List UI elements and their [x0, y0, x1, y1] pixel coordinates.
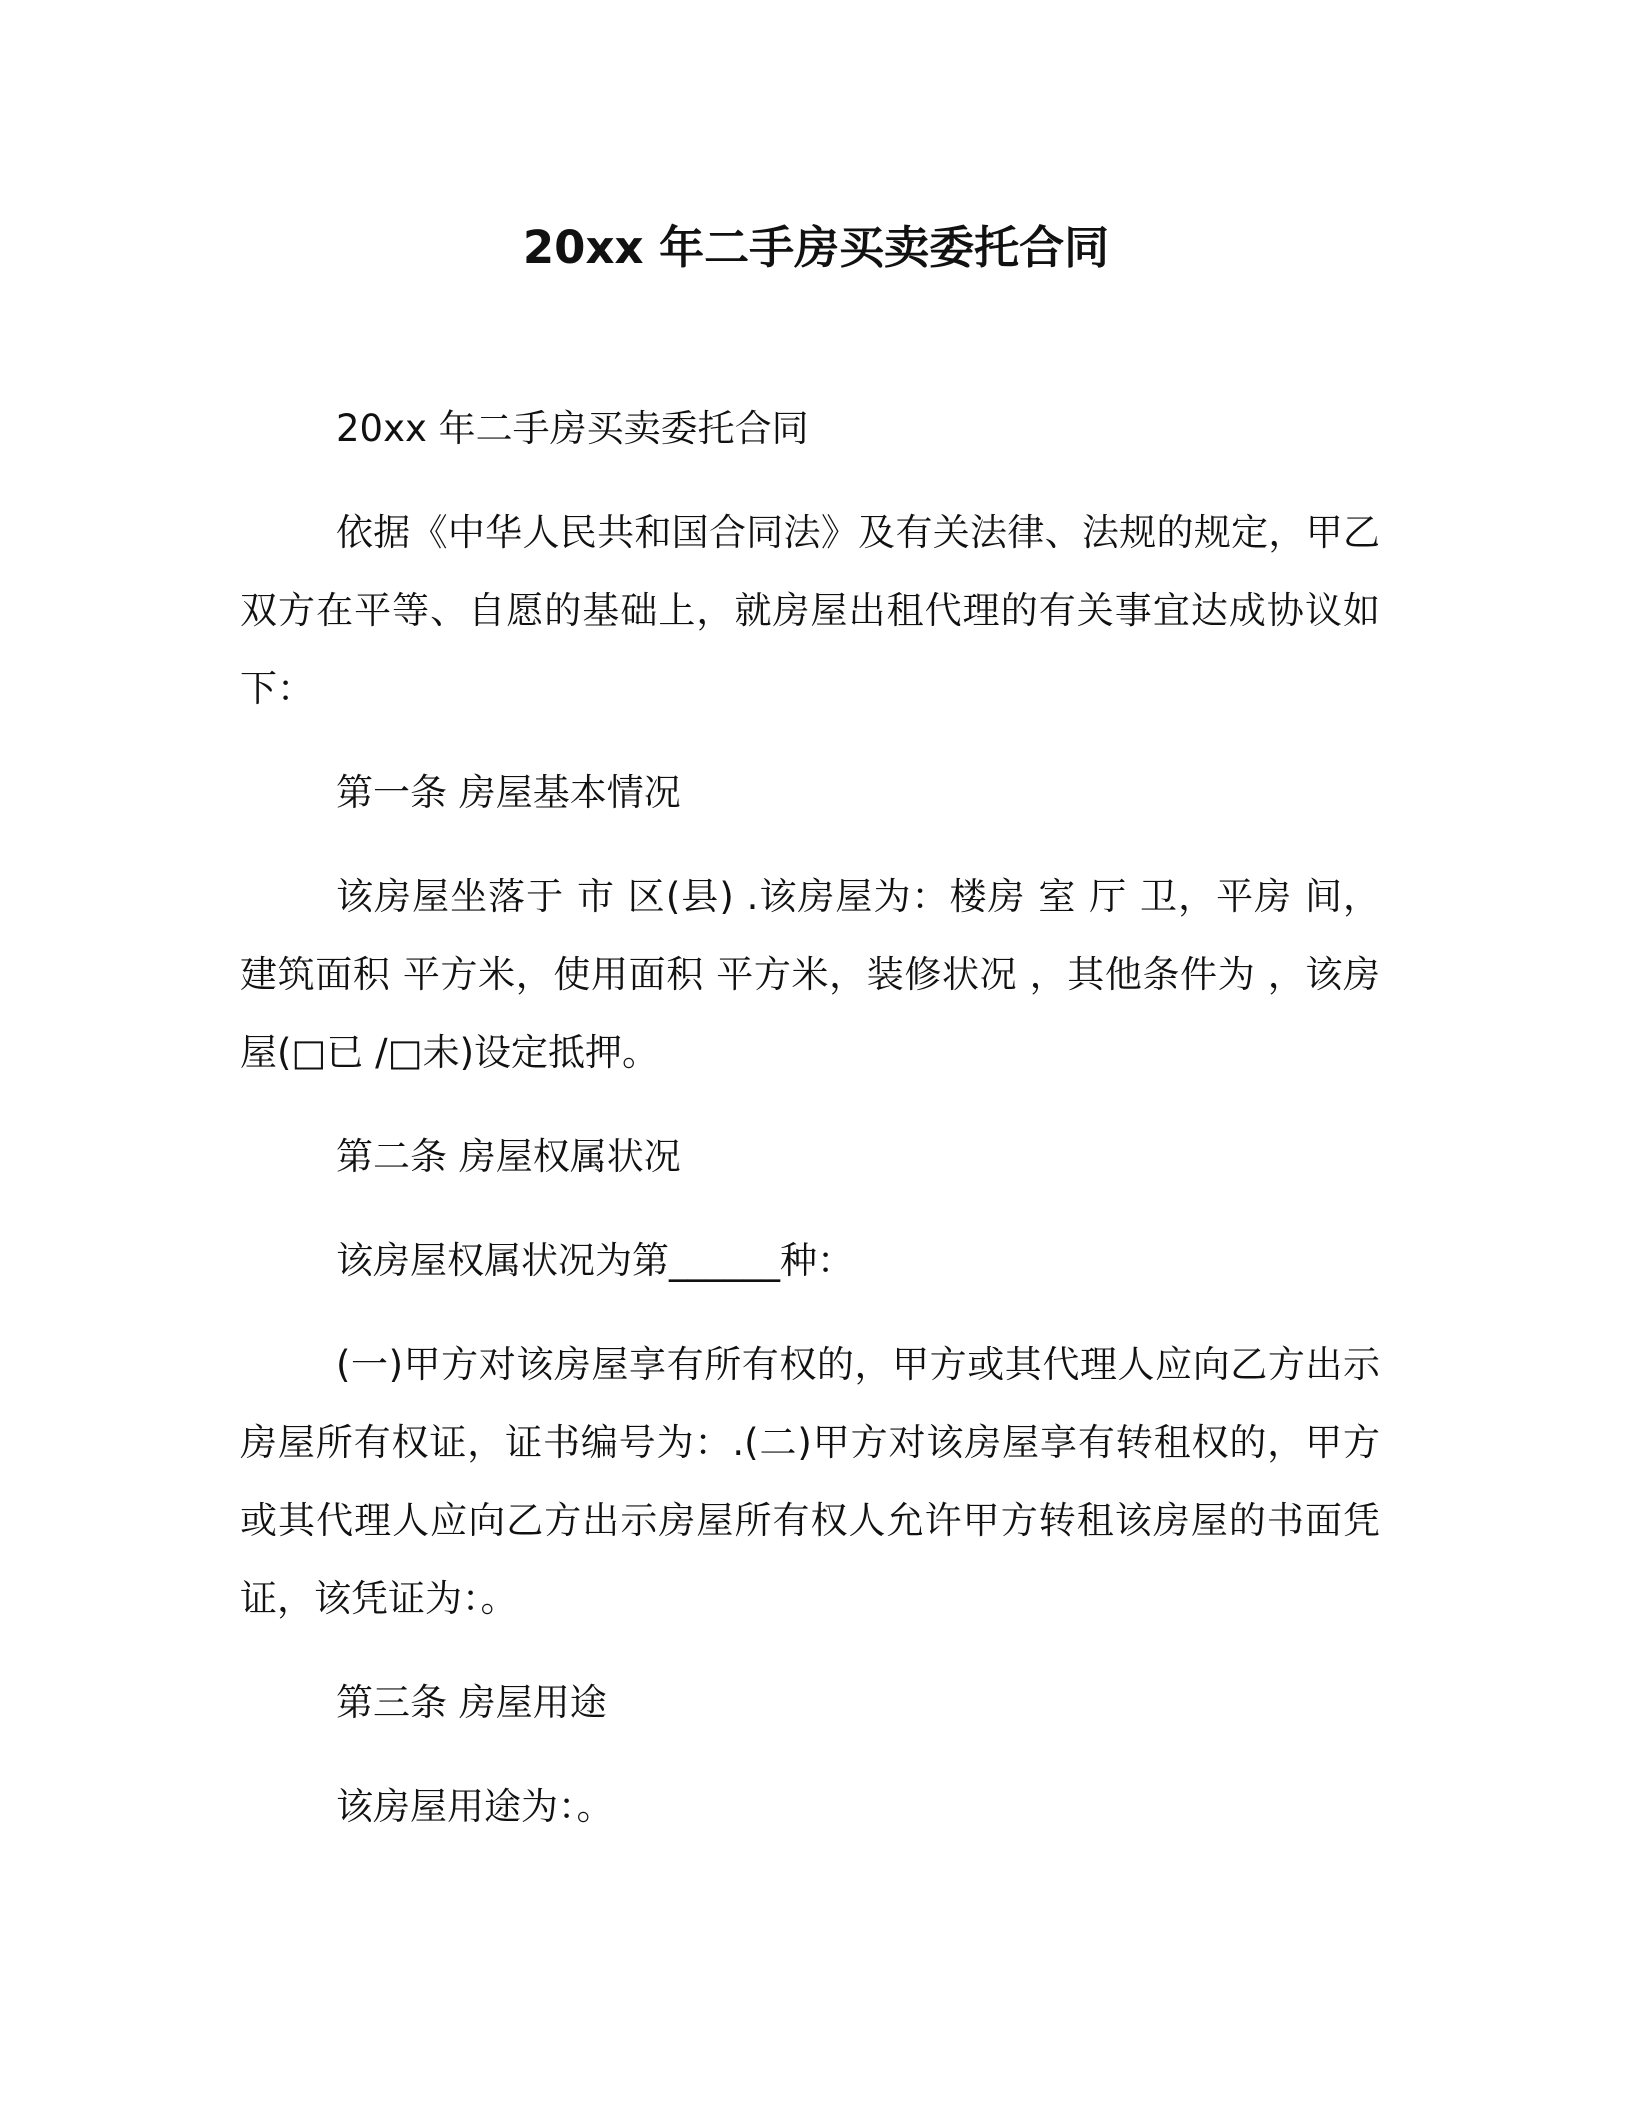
preamble-paragraph: 依据《中华人民共和国合同法》及有关法律、法规的规定，甲乙双方在平等、自愿的基础上，就房屋出租代理的有关事宜达成协议如下： [240, 511, 1380, 710]
subtitle-paragraph: 20xx 年二手房买卖委托合同 [336, 407, 809, 450]
article-1-heading: 第一条 房屋基本情况 [336, 771, 681, 814]
article-2-heading: 第二条 房屋权属状况 [336, 1135, 681, 1178]
article-3-body: 该房屋用途为：。 [336, 1785, 614, 1828]
article-2-status-line: 该房屋权属状况为第______种： [336, 1239, 854, 1282]
document-title: 20xx 年二手房买卖委托合同 [522, 221, 1110, 274]
article-2-body: (一)甲方对该房屋享有所有权的，甲方或其代理人应向乙方出示房屋所有权证，证书编号为：.(二)甲方对该房屋享有转租权的，甲方或其代理人应向乙方出示房屋所有权人允许甲方转租该房屋的书面凭证，该凭证为：。 [240, 1343, 1380, 1620]
article-3-heading: 第三条 房屋用途 [336, 1681, 607, 1724]
article-1-body: 该房屋坐落于 市 区(县) .该房屋为：楼房 室 厅 卫，平房 间，建筑面积 平方米，使用面积 平方米，装修状况 ，其他条件为 ，该房屋(□已 /□未)设定抵押。 [240, 875, 1380, 1074]
document-body [240, 390, 1380, 1872]
